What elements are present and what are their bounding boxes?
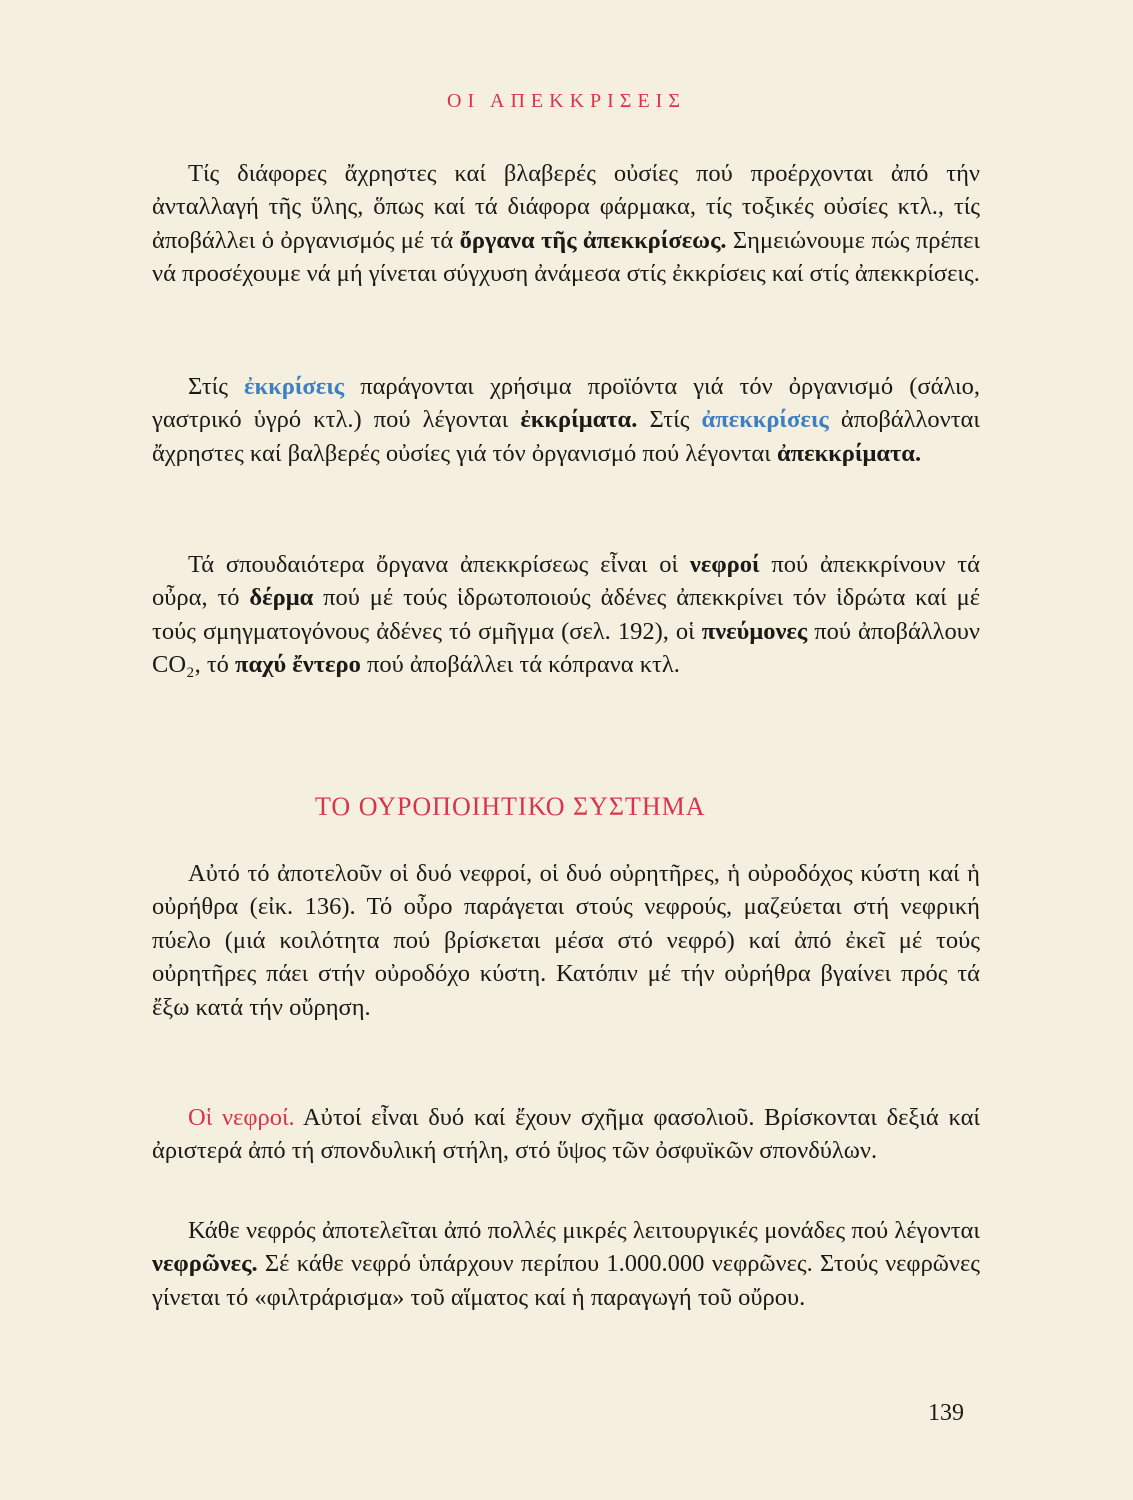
- page-number: 139: [928, 1400, 964, 1426]
- section-title: ΤΟ ΟΥΡΟΠΟΙΗΤΙΚΟ ΣΥΣΤΗΜΑ: [315, 792, 706, 821]
- paragraph-kidneys: Οἱ νεφροί. Αὐτοί εἶναι δυό καί ἔχουν σχῆμα φασολιοῦ. Βρίσκονται δεξιά καί ἀριστερά ἀπό τή σπονδυλική στήλη, στό ὕψος τῶν ὀσφυϊκῶν σπονδύλων.: [152, 1104, 981, 1165]
- paragraph-secretions: Στίς ἐκκρίσεις παράγονται χρήσιμα προϊόντα γιά τόν ὀργανισμό (σάλιο, γαστρικό ὑγρό κτλ.) πού λέγονται ἐκκρίματα. Στίς ἀπεκκρίσεις ἀποβάλλονται ἄχρηστες καί βαλβερές οὐσίες γιά τόν ὀργανισμό πού λέγονται ἀπεκκρίματα.: [152, 373, 980, 467]
- running-head: ΟΙ ΑΠΕΚΚΡΙΣΕΙΣ: [447, 90, 686, 112]
- paragraph-excretions-intro: Τίς διάφορες ἄχρηστες καί βλαβερές οὐσίες πού προέρχονται ἀπό τήν ἀνταλλαγή τῆς ὕλης, ὅπως καί τά διάφορα φάρμακα, τίς τοξικές οὐσίες κτλ., τίς ἀποβάλλει ὁ ὀργανισμός μέ τά ὄργανα τῆς ἀπεκκρίσεως. Σημειώνουμε πώς πρέπει νά προσέχουμε νά μή γίνεται σύγχυση ἀνάμεσα στίς ἐκκρίσεις καί στίς ἀπεκκρίσεις.: [152, 160, 980, 288]
- paragraph-nephrons: Κάθε νεφρός ἀποτελεῖται ἀπό πολλές μικρές λειτουργικές μονάδες πού λέγονται νεφρῶνες. Σέ κάθε νεφρό ὑπάρχουν περίπου 1.000.000 νεφρῶνες. Στούς νεφρῶνες γίνεται τό «φιλτράρισμα» τοῦ αἵματος καί ἡ παραγωγή τοῦ οὔρου.: [152, 1217, 980, 1311]
- paragraph-excretory-organs: Τά σπουδαιότερα ὄργανα ἀπεκκρίσεως εἶναι οἱ νεφροί πού ἀπεκκρίνουν τά οὖρα, τό δέρμα πού μέ τούς ἱδρωτοποιούς ἀδένες ἀπεκκρίνει τόν ἱδρώτα καί μέ τούς σμηγματογόνους ἀδένες τό σμῆγμα (σελ. 192), οἱ πνεύμονες πού ἀποβάλλουν CO₂, τό παχύ ἔντερο πού ἀποβάλλει τά κόπρανα κτλ.: [152, 551, 981, 679]
- paragraph-urinary-system: Αὐτό τό ἀποτελοῦν οἱ δυό νεφροί, οἱ δυό οὐρητῆρες, ἡ οὐροδόχος κύστη καί ἡ οὐρήθρα (εἰκ. 136). Τό οὖρο παράγεται στούς νεφρούς, μαζεύεται στή νεφρική πύελο (μιά κοιλότητα πού βρίσκεται μέσα στό νεφρό) καί ἀπό ἐκεῖ μέ τούς οὐρητῆρες πάει στήν οὐροδόχο κύστη. Κατόπιν μέ τήν οὐρήθρα βγαίνει πρός τά ἔξω κατά τήν οὔρηση.: [152, 860, 980, 1021]
